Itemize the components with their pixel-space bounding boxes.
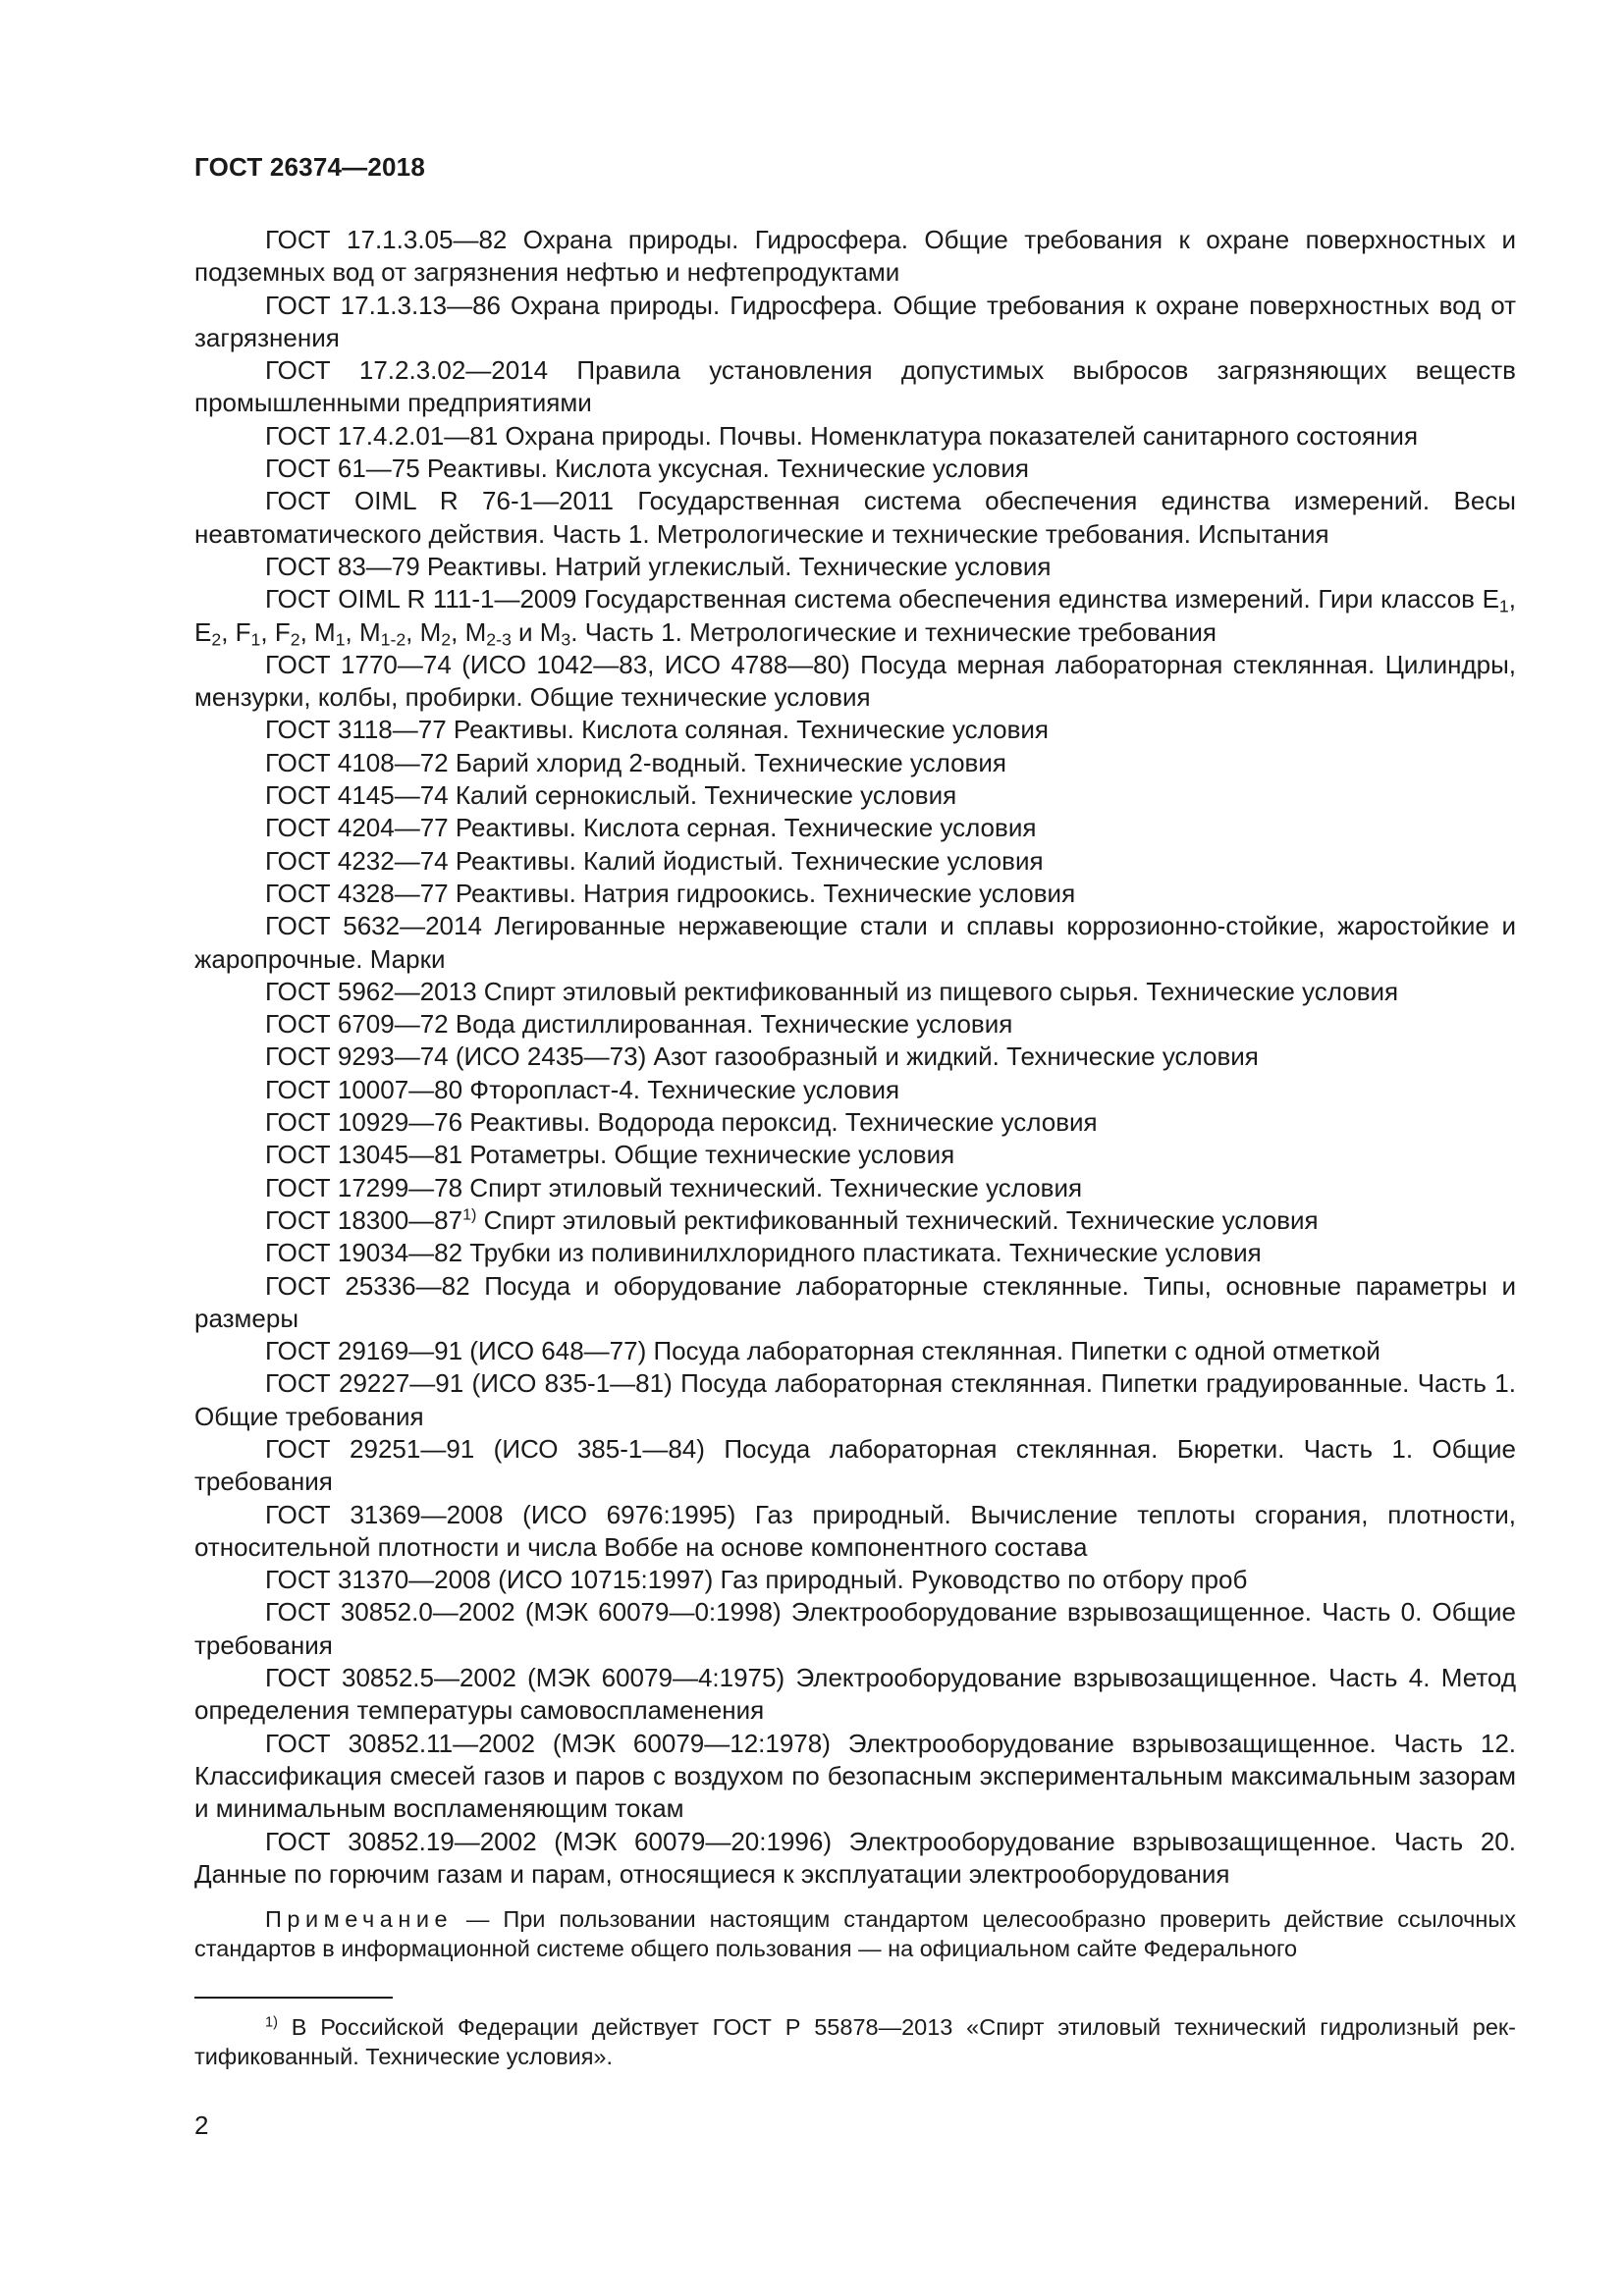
class-subscript: 1-2 <box>380 628 406 649</box>
reference-item: ГОСТ 61—75 Реактивы. Кислота уксусная. Технические условия <box>265 454 1029 484</box>
note-label: Примечание <box>265 1906 454 1933</box>
class-subscript: 3 <box>561 628 571 649</box>
class-subscript: 1 <box>250 628 261 649</box>
class-subscript: 2 <box>441 628 452 649</box>
reference-item: ГОСТ 30852.5—2002 (МЭК 60079—4:1975) Электрооборудование взрывозащищенное. Часть 4. Метод определения температуры самовоспламенения <box>194 1663 1516 1726</box>
page-number: 2 <box>194 2110 209 2140</box>
note-text: — При пользовании настоящим стандартом целесообразно проверить действие ссылочных стандартов в информационной системе общего пользования — на официальном сайте Федерального <box>194 1906 1516 1962</box>
class-subscript: 1 <box>1498 596 1509 616</box>
ref-text: . Часть 1. Метрологические и технические требования <box>570 616 1217 647</box>
reference-item-oiml-111 <box>194 583 1516 649</box>
class-subscript: 1 <box>335 628 346 649</box>
footnote-ref-marker: 1) <box>462 1205 477 1224</box>
reference-item: ГОСТ 6709—72 Вода дистиллированная. Технические условия <box>265 1009 1013 1040</box>
footnote-separator <box>194 1997 393 1999</box>
class-subscript: 2 <box>290 628 300 649</box>
reference-item: ГОСТ 10929—76 Реактивы. Водорода пероксид. Технические условия <box>265 1107 1098 1138</box>
reference-item: ГОСТ 31369—2008 (ИСО 6976:1995) Газ природный. Вычисление теплоты сгорания, плотности, относительной плотности и числа Воббе на основе компонентного состава <box>194 1499 1516 1562</box>
reference-item: ГОСТ 4108—72 Барий хлорид 2-водный. Технические условия <box>265 747 1006 777</box>
reference-item: ГОСТ 31370—2008 (ИСО 10715:1997) Газ природный. Руководство по отбору проб <box>265 1565 1248 1595</box>
references-list <box>194 224 1516 1963</box>
ref-text: , F <box>221 616 251 647</box>
reference-item: ГОСТ 25336—82 Посуда и оборудование лабораторные стеклянные. Типы, основные параметры и размеры <box>194 1270 1516 1333</box>
reference-item: ГОСТ 29169—91 (ИСО 648—77) Посуда лабораторная стеклянная. Пипетки с одной отметкой <box>265 1336 1380 1366</box>
reference-item: ГОСТ 4204—77 Реактивы. Кислота серная. Технические условия <box>265 813 1037 843</box>
reference-item: ГОСТ 30852.11—2002 (МЭК 60079—12:1978) Электрооборудование взрывозащищенное. Часть 12. Классификация смесей газов и паров с воздухом по безопасным экспериментальным максимальным зазорам и минимальным воспламеняющим токам <box>194 1728 1516 1824</box>
ref-text: , M <box>406 616 442 647</box>
ref-text: , M <box>345 616 381 647</box>
reference-item: ГОСТ 17.1.3.13—86 Охрана природы. Гидросфера. Общие требования к охране поверхностных вод от загрязнения <box>194 290 1516 352</box>
ref-text: , M <box>299 616 336 647</box>
reference-item: ГОСТ 10007—80 Фторопласт-4. Технические условия <box>265 1074 900 1104</box>
reference-item: ГОСТ 13045—81 Ротаметры. Общие технические условия <box>265 1140 955 1170</box>
note-paragraph <box>194 1904 1516 1963</box>
reference-item: ГОСТ 4145—74 Калий сернокислый. Технические условия <box>265 780 957 811</box>
reference-item: ГОСТ 17.1.3.05—82 Охрана природы. Гидросфера. Общие требования к охране поверхностных и подземных вод от загрязнения нефтью и нефтепродуктами <box>194 225 1516 288</box>
document-header: ГОСТ 26374—2018 <box>194 152 425 182</box>
ref-text: Спирт этиловый ректификованный технический. Технические условия <box>476 1204 1319 1235</box>
ref-text: и M <box>511 616 562 647</box>
reference-item: ГОСТ 17.4.2.01—81 Охрана природы. Почвы. Номенклатура показателей санитарного состояния <box>265 420 1419 451</box>
reference-item: ГОСТ OIML R 76-1—2011 Государственная система обеспечения единства измерений. Весы неавтоматического действия. Часть 1. Метрологические и технические требования. Испытания <box>194 486 1516 549</box>
reference-item: ГОСТ 29251—91 (ИСО 385-1—84) Посуда лабораторная стеклянная. Бюретки. Часть 1. Общие требования <box>194 1433 1516 1497</box>
class-subscript: 2-3 <box>486 628 512 649</box>
reference-item: ГОСТ 1770—74 (ИСО 1042—83, ИСО 4788—80) Посуда мерная лабораторная стеклянная. Цилиндры, мензурки, колбы, пробирки. Общие технические условия <box>194 649 1516 713</box>
reference-item: ГОСТ 5632—2014 Легированные нержавеющие стали и сплавы коррозионно-стойкие, жаростойкие и жаропрочные. Марки <box>194 911 1516 974</box>
reference-item: ГОСТ 17.2.3.02—2014 Правила установления допустимых выбросов загрязняющих веществ промышленными предприятиями <box>194 355 1516 418</box>
ref-text: , M <box>451 616 487 647</box>
reference-item: ГОСТ 3118—77 Реактивы. Кислота соляная. Технические условия <box>265 715 1050 745</box>
ref-text: ГОСТ OIML R 111-1—2009 Государственная система обеспечения единства измерений. Гири классов E <box>265 584 1499 614</box>
reference-item: ГОСТ 4232—74 Реактивы. Калий йодистый. Технические условия <box>265 845 1044 876</box>
ref-text: , F <box>260 616 291 647</box>
reference-item: ГОСТ 5962—2013 Спирт этиловый ректификованный из пищевого сырья. Технические условия <box>265 976 1399 1006</box>
reference-item: ГОСТ 19034—82 Трубки из поливинилхлоридного пластиката. Технические условия <box>265 1238 1262 1268</box>
reference-item: ГОСТ 9293—74 (ИСО 2435—73) Азот газообразный и жидкий. Технические условия <box>265 1041 1259 1072</box>
ref-text: , E <box>194 584 1516 647</box>
reference-item: ГОСТ 83—79 Реактивы. Натрий углекислый. Технические условия <box>265 551 1052 581</box>
footnote-marker: 1) <box>265 2014 278 2031</box>
reference-item-18300 <box>194 1204 1516 1237</box>
reference-item: ГОСТ 4328—77 Реактивы. Натрия гидроокись. Технические условия <box>265 878 1076 908</box>
class-subscript: 2 <box>211 628 222 649</box>
reference-item: ГОСТ 17299—78 Спирт этиловый технический. Технические условия <box>265 1172 1083 1202</box>
ref-text: ГОСТ 18300—87 <box>265 1204 463 1235</box>
footnote-text: В Российской Федерации действует ГОСТ Р 55878—2013 «Спирт этиловый технический гидролизный ректификованный. Технические условия». <box>194 2014 1516 2069</box>
reference-item: ГОСТ 29227—91 (ИСО 835-1—81) Посуда лабораторная стеклянная. Пипетки градуированные. Часть 1. Общие требования <box>194 1368 1516 1431</box>
footnote <box>194 2012 1516 2071</box>
reference-item: ГОСТ 30852.0—2002 (МЭК 60079—0:1998) Электрооборудование взрывозащищенное. Часть 0. Общие требования <box>194 1597 1516 1660</box>
reference-item: ГОСТ 30852.19—2002 (МЭК 60079—20:1996) Электрооборудование взрывозащищенное. Часть 20. Данные по горючим газам и парам, относящиеся к эксплуатации электрооборудования <box>194 1826 1516 1889</box>
